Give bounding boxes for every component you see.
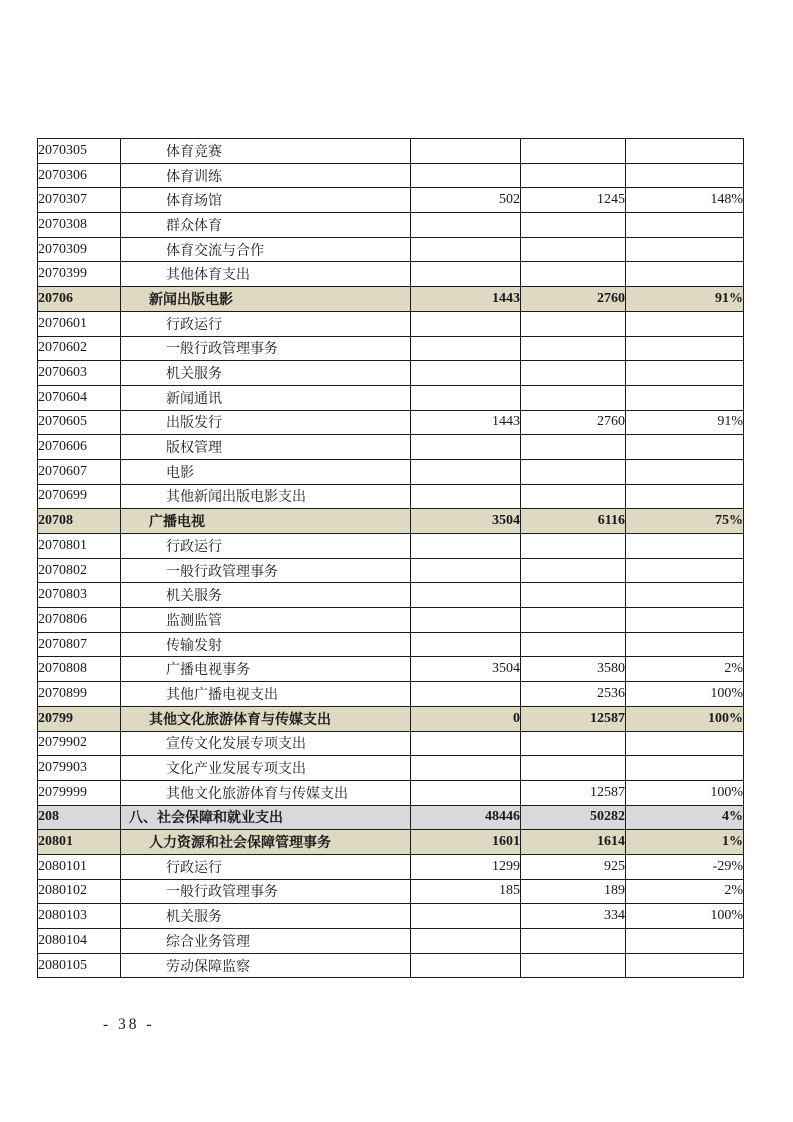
name-cell: 版权管理 xyxy=(121,435,411,460)
value2-cell xyxy=(521,139,626,164)
value2-cell xyxy=(521,163,626,188)
code-cell: 2070607 xyxy=(38,459,121,484)
value1-cell xyxy=(411,780,521,805)
name-cell: 电影 xyxy=(121,459,411,484)
value2-cell xyxy=(521,929,626,954)
value1-cell xyxy=(411,682,521,707)
code-cell: 2070802 xyxy=(38,558,121,583)
code-cell: 2080102 xyxy=(38,879,121,904)
code-cell: 2070603 xyxy=(38,361,121,386)
table-row xyxy=(38,385,744,410)
table-row xyxy=(38,879,744,904)
code-cell: 2070699 xyxy=(38,484,121,509)
value2-cell xyxy=(521,534,626,559)
percent-cell xyxy=(626,731,744,756)
percent-cell xyxy=(626,558,744,583)
value1-cell: 3504 xyxy=(411,657,521,682)
percent-cell xyxy=(626,435,744,460)
percent-cell: 91% xyxy=(626,410,744,435)
percent-cell: 2% xyxy=(626,879,744,904)
name-cell: 一般行政管理事务 xyxy=(121,336,411,361)
name-cell: 综合业务管理 xyxy=(121,929,411,954)
code-cell: 2070601 xyxy=(38,311,121,336)
code-cell: 2070605 xyxy=(38,410,121,435)
percent-cell xyxy=(626,361,744,386)
value1-cell xyxy=(411,558,521,583)
value2-cell xyxy=(521,756,626,781)
value1-cell xyxy=(411,237,521,262)
name-cell: 其他体育支出 xyxy=(121,262,411,287)
table-row xyxy=(38,805,744,830)
code-cell: 2080101 xyxy=(38,854,121,879)
table-row xyxy=(38,583,744,608)
code-cell: 20801 xyxy=(38,830,121,855)
value2-cell: 6116 xyxy=(521,509,626,534)
value2-cell xyxy=(521,237,626,262)
value2-cell: 12587 xyxy=(521,706,626,731)
value2-cell: 1245 xyxy=(521,188,626,213)
name-cell: 行政运行 xyxy=(121,311,411,336)
table-row xyxy=(38,213,744,238)
percent-cell: 148% xyxy=(626,188,744,213)
table-row xyxy=(38,558,744,583)
percent-cell: 4% xyxy=(626,805,744,830)
name-cell: 体育交流与合作 xyxy=(121,237,411,262)
table-row xyxy=(38,706,744,731)
value1-cell xyxy=(411,583,521,608)
code-cell: 208 xyxy=(38,805,121,830)
code-cell: 2070305 xyxy=(38,139,121,164)
table-row xyxy=(38,904,744,929)
table-row xyxy=(38,830,744,855)
value1-cell: 1601 xyxy=(411,830,521,855)
name-cell: 体育竞赛 xyxy=(121,139,411,164)
budget-table xyxy=(37,138,744,978)
value1-cell xyxy=(411,929,521,954)
code-cell: 2070808 xyxy=(38,657,121,682)
code-cell: 2070399 xyxy=(38,262,121,287)
table-row xyxy=(38,756,744,781)
code-cell: 2070803 xyxy=(38,583,121,608)
table-row xyxy=(38,682,744,707)
code-cell: 2070807 xyxy=(38,632,121,657)
value2-cell: 3580 xyxy=(521,657,626,682)
value2-cell: 50282 xyxy=(521,805,626,830)
table-row xyxy=(38,237,744,262)
table-row xyxy=(38,139,744,164)
value2-cell xyxy=(521,558,626,583)
name-cell: 广播电视 xyxy=(121,509,411,534)
name-cell: 宣传文化发展专项支出 xyxy=(121,731,411,756)
name-cell: 其他文化旅游体育与传媒支出 xyxy=(121,780,411,805)
page-number: - 38 - xyxy=(103,1016,155,1033)
percent-cell xyxy=(626,534,744,559)
percent-cell xyxy=(626,385,744,410)
value2-cell: 925 xyxy=(521,854,626,879)
percent-cell xyxy=(626,139,744,164)
percent-cell: 100% xyxy=(626,706,744,731)
percent-cell: 100% xyxy=(626,780,744,805)
name-cell: 监测监管 xyxy=(121,608,411,633)
value1-cell: 1443 xyxy=(411,287,521,312)
value2-cell xyxy=(521,336,626,361)
value2-cell xyxy=(521,484,626,509)
value1-cell xyxy=(411,756,521,781)
value1-cell xyxy=(411,904,521,929)
value2-cell xyxy=(521,213,626,238)
value2-cell xyxy=(521,632,626,657)
name-cell: 其他新闻出版电影支出 xyxy=(121,484,411,509)
value2-cell xyxy=(521,435,626,460)
name-cell: 一般行政管理事务 xyxy=(121,879,411,904)
code-cell: 2079999 xyxy=(38,780,121,805)
percent-cell xyxy=(626,163,744,188)
value1-cell xyxy=(411,361,521,386)
name-cell: 人力资源和社会保障管理事务 xyxy=(121,830,411,855)
name-cell: 一般行政管理事务 xyxy=(121,558,411,583)
value1-cell xyxy=(411,139,521,164)
code-cell: 20706 xyxy=(38,287,121,312)
value1-cell xyxy=(411,385,521,410)
value1-cell xyxy=(411,213,521,238)
percent-cell: 91% xyxy=(626,287,744,312)
table-row xyxy=(38,163,744,188)
value2-cell xyxy=(521,731,626,756)
value2-cell: 2536 xyxy=(521,682,626,707)
percent-cell xyxy=(626,484,744,509)
name-cell: 机关服务 xyxy=(121,904,411,929)
percent-cell: 75% xyxy=(626,509,744,534)
value2-cell xyxy=(521,262,626,287)
percent-cell xyxy=(626,608,744,633)
percent-cell xyxy=(626,929,744,954)
name-cell: 出版发行 xyxy=(121,410,411,435)
percent-cell: 1% xyxy=(626,830,744,855)
code-cell: 2070806 xyxy=(38,608,121,633)
code-cell: 20708 xyxy=(38,509,121,534)
name-cell: 体育训练 xyxy=(121,163,411,188)
code-cell: 2070308 xyxy=(38,213,121,238)
percent-cell xyxy=(626,311,744,336)
name-cell: 八、社会保障和就业支出 xyxy=(121,805,411,830)
code-cell: 2070602 xyxy=(38,336,121,361)
value1-cell: 1299 xyxy=(411,854,521,879)
name-cell: 广播电视事务 xyxy=(121,657,411,682)
value1-cell xyxy=(411,435,521,460)
name-cell: 其他广播电视支出 xyxy=(121,682,411,707)
value1-cell: 502 xyxy=(411,188,521,213)
table-row xyxy=(38,361,744,386)
budget-table-body xyxy=(38,139,744,978)
name-cell: 体育场馆 xyxy=(121,188,411,213)
percent-cell: 100% xyxy=(626,904,744,929)
table-row xyxy=(38,953,744,978)
value1-cell xyxy=(411,534,521,559)
value1-cell xyxy=(411,953,521,978)
value2-cell xyxy=(521,583,626,608)
code-cell: 2079902 xyxy=(38,731,121,756)
table-row xyxy=(38,188,744,213)
name-cell: 行政运行 xyxy=(121,854,411,879)
table-row xyxy=(38,854,744,879)
table-row xyxy=(38,459,744,484)
code-cell: 2070309 xyxy=(38,237,121,262)
table-row xyxy=(38,657,744,682)
value2-cell: 189 xyxy=(521,879,626,904)
value1-cell xyxy=(411,459,521,484)
table-row xyxy=(38,311,744,336)
value2-cell: 2760 xyxy=(521,287,626,312)
percent-cell xyxy=(626,237,744,262)
value1-cell: 185 xyxy=(411,879,521,904)
table-row xyxy=(38,731,744,756)
percent-cell xyxy=(626,632,744,657)
name-cell: 传输发射 xyxy=(121,632,411,657)
code-cell: 2070606 xyxy=(38,435,121,460)
value1-cell xyxy=(411,262,521,287)
value1-cell: 1443 xyxy=(411,410,521,435)
value1-cell xyxy=(411,336,521,361)
percent-cell xyxy=(626,459,744,484)
code-cell: 2080105 xyxy=(38,953,121,978)
table-row xyxy=(38,287,744,312)
code-cell: 2070306 xyxy=(38,163,121,188)
percent-cell xyxy=(626,953,744,978)
name-cell: 劳动保障监察 xyxy=(121,953,411,978)
table-row xyxy=(38,534,744,559)
percent-cell xyxy=(626,262,744,287)
value2-cell: 1614 xyxy=(521,830,626,855)
name-cell: 文化产业发展专项支出 xyxy=(121,756,411,781)
value1-cell xyxy=(411,632,521,657)
table-row xyxy=(38,929,744,954)
code-cell: 2070801 xyxy=(38,534,121,559)
table-row xyxy=(38,608,744,633)
table-row xyxy=(38,435,744,460)
table-row xyxy=(38,632,744,657)
table-row xyxy=(38,780,744,805)
value1-cell xyxy=(411,484,521,509)
code-cell: 2070899 xyxy=(38,682,121,707)
value1-cell xyxy=(411,311,521,336)
name-cell: 机关服务 xyxy=(121,361,411,386)
percent-cell xyxy=(626,213,744,238)
name-cell: 机关服务 xyxy=(121,583,411,608)
percent-cell xyxy=(626,336,744,361)
value1-cell xyxy=(411,608,521,633)
name-cell: 新闻出版电影 xyxy=(121,287,411,312)
value2-cell xyxy=(521,385,626,410)
name-cell: 新闻通讯 xyxy=(121,385,411,410)
code-cell: 2079903 xyxy=(38,756,121,781)
value2-cell: 334 xyxy=(521,904,626,929)
value1-cell: 48446 xyxy=(411,805,521,830)
table-row xyxy=(38,509,744,534)
code-cell: 20799 xyxy=(38,706,121,731)
value2-cell xyxy=(521,459,626,484)
code-cell: 2070604 xyxy=(38,385,121,410)
name-cell: 行政运行 xyxy=(121,534,411,559)
code-cell: 2070307 xyxy=(38,188,121,213)
value2-cell: 12587 xyxy=(521,780,626,805)
value2-cell: 2760 xyxy=(521,410,626,435)
value2-cell xyxy=(521,953,626,978)
code-cell: 2080103 xyxy=(38,904,121,929)
value2-cell xyxy=(521,311,626,336)
code-cell: 2080104 xyxy=(38,929,121,954)
name-cell: 其他文化旅游体育与传媒支出 xyxy=(121,706,411,731)
table-row xyxy=(38,336,744,361)
name-cell: 群众体育 xyxy=(121,213,411,238)
value1-cell: 3504 xyxy=(411,509,521,534)
percent-cell: 100% xyxy=(626,682,744,707)
value2-cell xyxy=(521,608,626,633)
value1-cell: 0 xyxy=(411,706,521,731)
table-row xyxy=(38,484,744,509)
percent-cell xyxy=(626,756,744,781)
value1-cell xyxy=(411,163,521,188)
percent-cell xyxy=(626,583,744,608)
percent-cell: -29% xyxy=(626,854,744,879)
table-row xyxy=(38,262,744,287)
value1-cell xyxy=(411,731,521,756)
value2-cell xyxy=(521,361,626,386)
table-row xyxy=(38,410,744,435)
percent-cell: 2% xyxy=(626,657,744,682)
